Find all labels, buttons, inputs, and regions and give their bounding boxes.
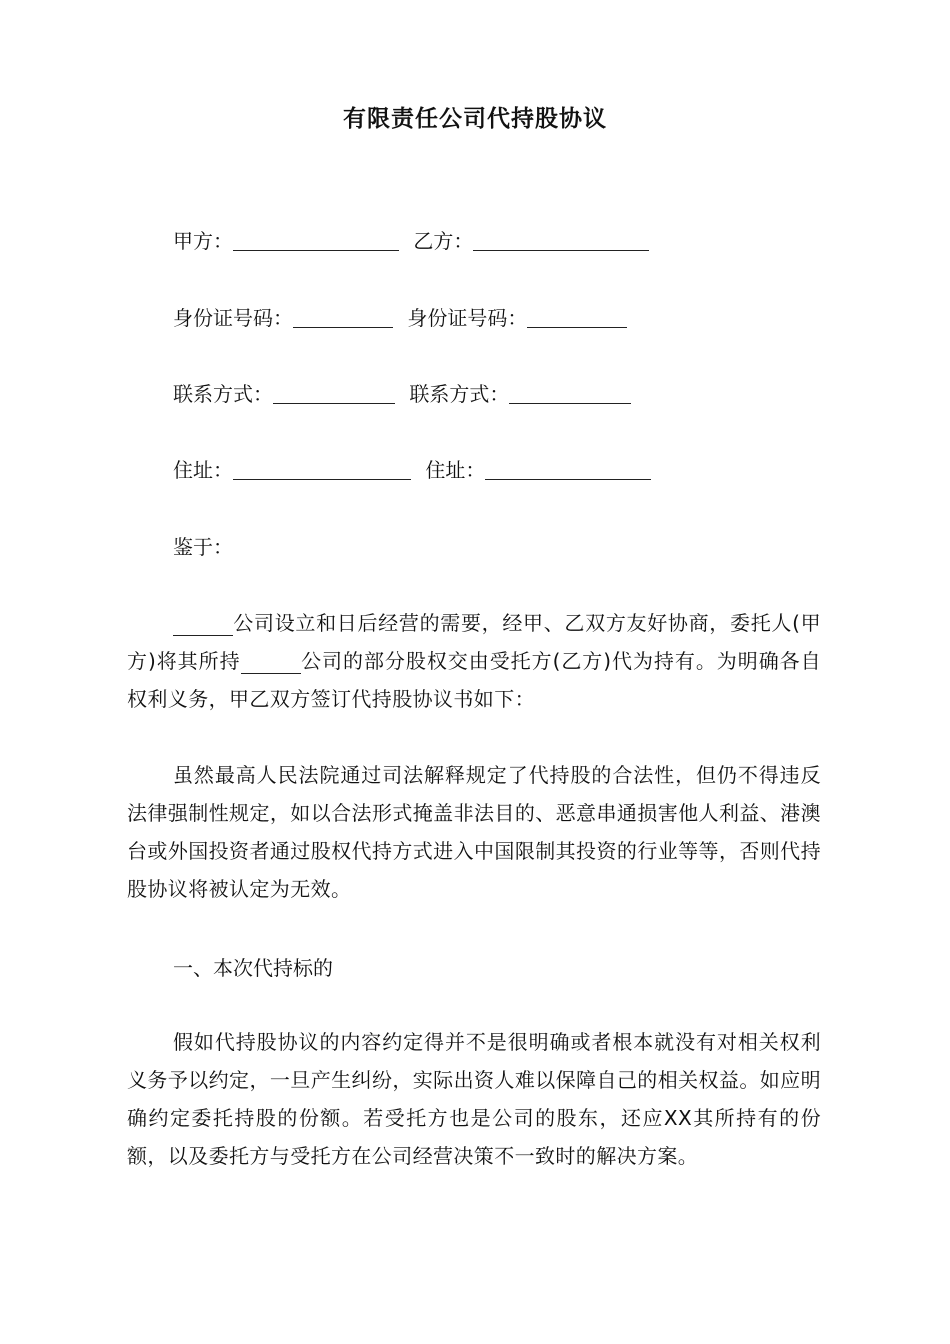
id-a-label: 身份证号码： xyxy=(173,306,293,330)
contact-a-label: 联系方式： xyxy=(173,382,273,406)
document-title: 有限责任公司代持股协议 xyxy=(343,106,607,132)
contact-a-blank xyxy=(273,383,395,404)
contact-b-label: 联系方式： xyxy=(409,382,510,406)
party-a-blank xyxy=(233,230,399,251)
paragraph-purpose-text-1: 公司设立和日后经营的需要，经甲、乙双方友好协商，委托人(甲方)将其所持 xyxy=(127,611,821,673)
address-b-label: 住址： xyxy=(425,458,486,482)
party-b-label: 乙方： xyxy=(413,229,474,253)
paragraph-purpose xyxy=(127,604,821,718)
paragraph-legality: 虽然最高人民法院通过司法解释规定了代持股的合法性，但仍不得违反法律强制性规定，如以合法形式掩盖非法目的、恶意串通损害他人利益、港澳台或外国投资者通过股权代持方式进入中国限制其投资的行业等等，否则代持股协议将被认定为无效。 xyxy=(127,763,821,901)
paragraph-holding-subject: 假如代持股协议的内容约定得并不是很明确或者根本就没有对相关权利义务予以约定，一旦产生纠纷，实际出资人难以保障自己的相关权益。如应明确约定委托持股的份额。若受托方也是公司的股东，还应XX其所持有的份额，以及委托方与受托方在公司经营决策不一致时的解决方案。 xyxy=(127,1030,821,1168)
address-b-blank xyxy=(485,459,651,480)
address-a-label: 住址： xyxy=(173,458,233,482)
address-row xyxy=(173,457,651,483)
id-a-blank xyxy=(293,307,393,328)
party-b-blank xyxy=(473,230,649,251)
party-names-row xyxy=(173,228,649,254)
id-b-label: 身份证号码： xyxy=(407,306,528,330)
party-a-label: 甲方： xyxy=(173,229,233,253)
held-company-blank xyxy=(241,653,301,674)
address-a-blank xyxy=(233,459,411,480)
whereas-heading: 鉴于： xyxy=(173,535,233,559)
contact-b-blank xyxy=(509,383,631,404)
id-number-row xyxy=(173,305,627,331)
contact-row xyxy=(173,381,631,407)
paragraph-purpose-text-2: 公司的部分股权交由受托方(乙方)代为持有。为明确各自权利义务，甲乙双方签订代持股协议书如下： xyxy=(127,649,821,711)
section-1-heading: 一、本次代持标的 xyxy=(173,956,333,980)
id-b-blank xyxy=(527,307,627,328)
company-name-blank xyxy=(173,615,233,636)
